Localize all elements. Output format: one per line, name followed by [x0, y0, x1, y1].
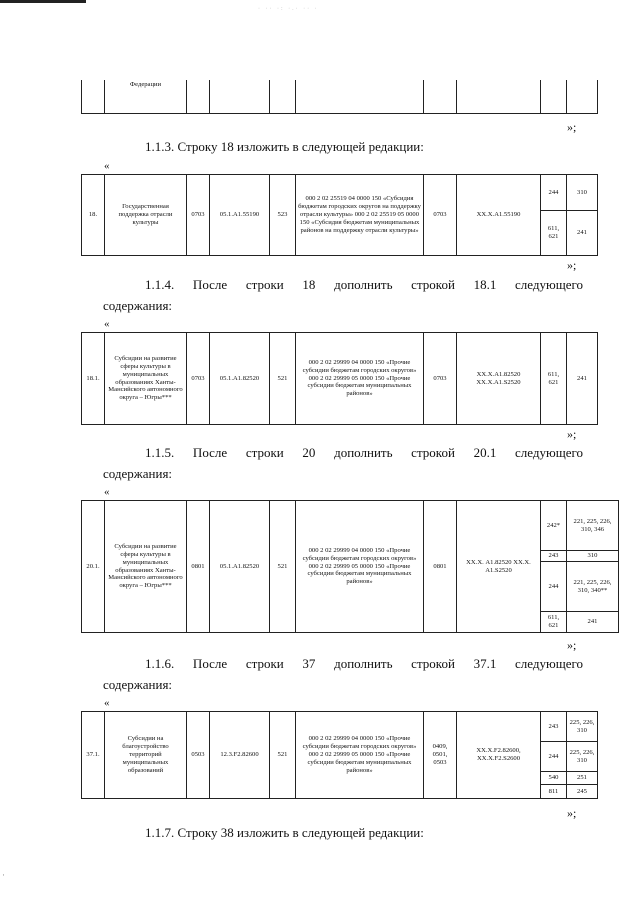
- row-num: 37.1.: [82, 712, 105, 799]
- kbk-text: 000 2 02 29999 04 0000 150 «Прочие субсидии бюджетам городских округов» 000 2 02 29999 05 0000 150 «Прочие субсидии бюджетам муниципальных районов»: [296, 333, 424, 425]
- close-quote-2: »;: [567, 427, 577, 441]
- table-row-20-1: [81, 500, 619, 633]
- code-type: 521: [270, 712, 296, 799]
- row-num: 18.1.: [82, 333, 105, 425]
- code-target: 05.1.А1.55190: [210, 175, 270, 256]
- code-section: 0703: [187, 175, 210, 256]
- code-target-2: ХХ.Х.F2.82600, ХХ.Х.F2.S2600: [457, 712, 541, 799]
- open-quote-4: «: [104, 697, 110, 709]
- cell-empty: [82, 80, 105, 113]
- heading-1-1-6-cont: содержания:: [103, 677, 173, 692]
- close-quote-4: »;: [567, 806, 577, 820]
- code-type: 521: [270, 333, 296, 425]
- row-name: Государственная поддержка отрасли культуры: [105, 175, 187, 256]
- open-quote-2: «: [104, 318, 110, 330]
- code-section-2: 0703: [424, 175, 457, 256]
- heading-1-1-5-cont: содержания:: [103, 466, 173, 481]
- sub-code: 611, 621: [541, 211, 567, 256]
- row-num: 20.1.: [82, 501, 105, 633]
- code-section: 0503: [187, 712, 210, 799]
- code-target: 12.3.F2.82600: [210, 712, 270, 799]
- code-section-2: 0409, 0501, 0503: [424, 712, 457, 799]
- cell-fed-text: Федерации: [105, 80, 187, 113]
- sub-code: 611, 621: [541, 333, 567, 425]
- kbk-text: 000 2 02 29999 04 0000 150 «Прочие субсидии бюджетам городских округов» 000 2 02 29999 05 0000 150 «Прочие субсидии бюджетам муниципальных районов»: [296, 501, 424, 633]
- heading-1-1-4: 1.1.4. После строки 18 дополнить строкой 18.1 следующего: [145, 277, 583, 292]
- row-num: 18.: [82, 175, 105, 256]
- sub-code: 244: [541, 562, 567, 612]
- sub-code: 811: [541, 785, 567, 799]
- sub-code: 243: [541, 551, 567, 562]
- sub-kosgu: 245: [567, 785, 598, 799]
- top-rule: [0, 0, 86, 3]
- sub-code: 611, 621: [541, 612, 567, 633]
- open-quote-3: «: [104, 486, 110, 498]
- sub-kosgu: 241: [567, 211, 598, 256]
- sub-code: 242*: [541, 501, 567, 551]
- row-name: Субсидии на развитие сферы культуры в муниципальных образованиях Ханты-Мансийского автономного округа – Югры***: [105, 501, 187, 633]
- code-target-2: ХХ.Х.А1.55190: [457, 175, 541, 256]
- code-target: 05.1.А1.82520: [210, 333, 270, 425]
- sub-kosgu: 225, 226, 310: [567, 712, 598, 742]
- scan-mark: ·: [2, 870, 5, 880]
- code-target: 05.1.А1.82520: [210, 501, 270, 633]
- heading-1-1-7: 1.1.7. Строку 38 изложить в следующей редакции:: [145, 825, 424, 840]
- row-name: Субсидии на благоустройство территорий муниципальных образований: [105, 712, 187, 799]
- code-section-2: 0703: [424, 333, 457, 425]
- sub-kosgu: 310: [567, 175, 598, 211]
- sub-kosgu: 225, 226, 310: [567, 742, 598, 772]
- kbk-text: 000 2 02 25519 04 0000 150 «Субсидия бюджетам городских округов на поддержку отрасли культуры» 000 2 02 25519 05 0000 150 «Субсидия бюджетам муниципальных районов на поддержку отрасли культуры»: [296, 175, 424, 256]
- code-section: 0801: [187, 501, 210, 633]
- sub-code: 244: [541, 742, 567, 772]
- code-target-2: ХХ.Х.А1.82520 ХХ.Х.А1.S2520: [457, 333, 541, 425]
- sub-kosgu: 221, 225, 226, 310, 346: [567, 501, 619, 551]
- open-quote-1: «: [104, 160, 110, 172]
- code-target-2: ХХ.Х. А1.82520 ХХ.Х. А1.S2520: [457, 501, 541, 633]
- heading-1-1-4-cont: содержания:: [103, 298, 173, 313]
- table-row-18-1: [81, 332, 598, 425]
- heading-1-1-3: 1.1.3. Строку 18 изложить в следующей редакции:: [145, 139, 424, 154]
- sub-code: 244: [541, 175, 567, 211]
- table-row-37-1: [81, 711, 598, 799]
- row-name: Субсидии на развитие сферы культуры в муниципальных образованиях Ханты-Мансийского автономного округа – Югры***: [105, 333, 187, 425]
- heading-1-1-6: 1.1.6. После строки 37 дополнить строкой 37.1 следующего: [145, 656, 583, 671]
- sub-kosgu: 241: [567, 333, 598, 425]
- sub-code: 243: [541, 712, 567, 742]
- table-row-18: [81, 174, 598, 256]
- sub-kosgu: 241: [567, 612, 619, 633]
- code-section-2: 0801: [424, 501, 457, 633]
- code-section: 0703: [187, 333, 210, 425]
- code-type: 521: [270, 501, 296, 633]
- close-quote-0: »;: [567, 120, 577, 134]
- close-quote-3: »;: [567, 638, 577, 652]
- sub-kosgu: 251: [567, 772, 598, 785]
- table-fed-fragment: [81, 80, 598, 114]
- scan-noise: · ·· ·: ·.· ·· ·: [258, 6, 319, 12]
- sub-kosgu: 310: [567, 551, 619, 562]
- heading-1-1-5: 1.1.5. После строки 20 дополнить строкой 20.1 следующего: [145, 445, 583, 460]
- code-type: 523: [270, 175, 296, 256]
- kbk-text: 000 2 02 29999 04 0000 150 «Прочие субсидии бюджетам городских округов» 000 2 02 29999 05 0000 150 «Прочие субсидии бюджетам муниципальных районов»: [296, 712, 424, 799]
- sub-kosgu: 221, 225, 226, 310, 340**: [567, 562, 619, 612]
- close-quote-1: »;: [567, 258, 577, 272]
- sub-code: 540: [541, 772, 567, 785]
